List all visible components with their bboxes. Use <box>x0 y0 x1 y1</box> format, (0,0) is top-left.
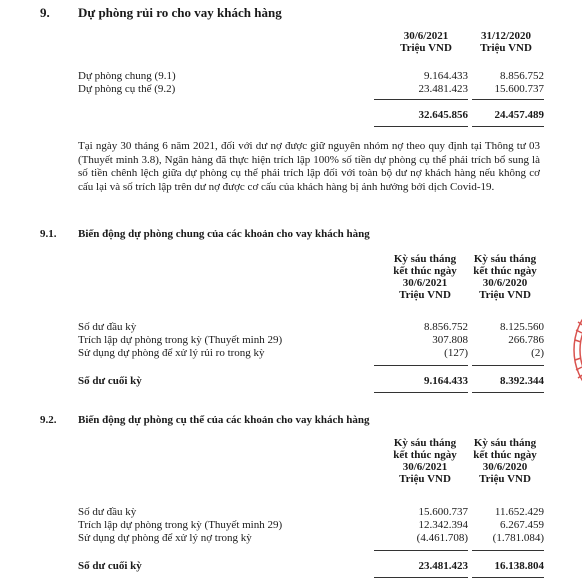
s92-total-rule-top <box>472 550 544 551</box>
s92-col1-header: Kỳ sáu tháng <box>393 437 457 449</box>
s9-row-value: 15.600.737 <box>494 83 544 95</box>
s92-total-value: 16.138.804 <box>494 560 544 572</box>
s91-col2-unit: Triệu VND <box>479 289 531 301</box>
s9-row-label: Dự phòng cụ thể (9.2) <box>78 83 176 95</box>
s91-row-value: 8.125.560 <box>500 321 544 333</box>
s92-row-value: 12.342.394 <box>418 519 468 531</box>
s91-total-rule-bottom <box>472 392 544 393</box>
s91-col1-header: Kỳ sáu tháng <box>393 253 457 265</box>
s91-col2-header: kết thúc ngày <box>473 265 537 277</box>
s91-total-rule-top <box>472 365 544 366</box>
s91-total-label: Số dư cuối kỳ <box>78 375 142 387</box>
s91-col1-unit: Triệu VND <box>399 289 451 301</box>
s9-col2-unit: Triệu VND <box>480 42 532 54</box>
s9-total-rule-top <box>472 99 544 100</box>
s9-total-rule-bottom <box>374 126 468 127</box>
section-9-number: 9. <box>40 5 50 20</box>
s91-row-label: Số dư đầu kỳ <box>78 321 137 333</box>
s91-row-value: 307.808 <box>432 334 468 346</box>
s9-row-value: 23.481.423 <box>418 83 468 95</box>
s91-total-value: 9.164.433 <box>424 375 468 387</box>
s9-col1-date: 30/6/2021 <box>403 30 449 42</box>
s92-row-value: 6.267.459 <box>500 519 544 531</box>
s9-note-paragraph: Tại ngày 30 tháng 6 năm 2021, đối với dư nợ được giữ nguyên nhóm nợ theo quy định tại Thông tư 03 (Thuyết minh 3.8), Ngân hàng đã thực hiện trích lập 100% số tiền dự phòng cụ thể phải trích bổ sung là số tiền chênh lệch giữa dự phòng cụ thể phải trích lập đối với toàn bộ dư nợ khách hàng nếu không cơ cấu lại và số trích lập trên dư nợ được cơ cấu của khách hàng bị ảnh hưởng bởi dịch Covid-19. <box>78 140 540 193</box>
s92-total-rule-top <box>374 550 468 551</box>
s92-col1-unit: Triệu VND <box>399 473 451 485</box>
s92-row-value: 11.652.429 <box>494 506 544 518</box>
s92-col2-header: Kỳ sáu tháng <box>473 437 537 449</box>
s91-row-value: (127) <box>444 347 468 359</box>
s92-row-label: Sử dụng dự phòng để xử lý nợ trong kỳ <box>78 532 252 544</box>
s9-total-rule-top <box>374 99 468 100</box>
s92-total-rule-bottom <box>472 577 544 578</box>
s92-row-label: Trích lập dự phòng trong kỳ (Thuyết minh 29) <box>78 519 283 531</box>
s9-total-value: 32.645.856 <box>418 109 468 121</box>
s91-col1-header: 30/6/2021 <box>402 277 448 289</box>
s9-row-value: 8.856.752 <box>500 70 544 82</box>
s9-col1-unit: Triệu VND <box>400 42 452 54</box>
s91-total-value: 8.392.344 <box>500 375 544 387</box>
s92-col2-header: kết thúc ngày <box>473 449 537 461</box>
s9-row-value: 9.164.433 <box>424 70 468 82</box>
s92-total-label: Số dư cuối kỳ <box>78 560 142 572</box>
s9-total-value: 24.457.489 <box>494 109 544 121</box>
s91-row-label: Sử dụng dự phòng để xử lý rủi ro trong kỳ <box>78 347 265 359</box>
s92-col2-unit: Triệu VND <box>479 473 531 485</box>
s9-col2-date: 31/12/2020 <box>480 30 532 42</box>
red-stamp-icon <box>566 300 582 400</box>
s91-row-value: (2) <box>531 347 544 359</box>
s92-row-value: 15.600.737 <box>418 506 468 518</box>
section-9-2-title: Biến động dự phòng cụ thể của các khoản cho vay khách hàng <box>78 414 370 426</box>
s91-row-value: 8.856.752 <box>424 321 468 333</box>
s9-total-rule-bottom <box>472 126 544 127</box>
s9-row-label: Dự phòng chung (9.1) <box>78 70 176 82</box>
section-9-2-number: 9.2. <box>40 414 57 426</box>
s92-col2-header: 30/6/2020 <box>482 461 528 473</box>
s91-total-rule-top <box>374 365 468 366</box>
s92-col1-header: 30/6/2021 <box>402 461 448 473</box>
s92-total-value: 23.481.423 <box>418 560 468 572</box>
s92-row-value: (4.461.708) <box>416 532 468 544</box>
s91-total-rule-bottom <box>374 392 468 393</box>
s91-col2-header: 30/6/2020 <box>482 277 528 289</box>
s92-total-rule-bottom <box>374 577 468 578</box>
section-9-1-number: 9.1. <box>40 228 57 240</box>
section-9-1-title: Biến động dự phòng chung của các khoản cho vay khách hàng <box>78 228 370 240</box>
s92-row-label: Số dư đầu kỳ <box>78 506 137 518</box>
s92-row-value: (1.781.084) <box>492 532 544 544</box>
section-9-title: Dự phòng rủi ro cho vay khách hàng <box>78 5 282 20</box>
s91-col1-header: kết thúc ngày <box>393 265 457 277</box>
s91-row-label: Trích lập dự phòng trong kỳ (Thuyết minh 29) <box>78 334 283 346</box>
s91-row-value: 266.786 <box>508 334 544 346</box>
s92-col1-header: kết thúc ngày <box>393 449 457 461</box>
s91-col2-header: Kỳ sáu tháng <box>473 253 537 265</box>
